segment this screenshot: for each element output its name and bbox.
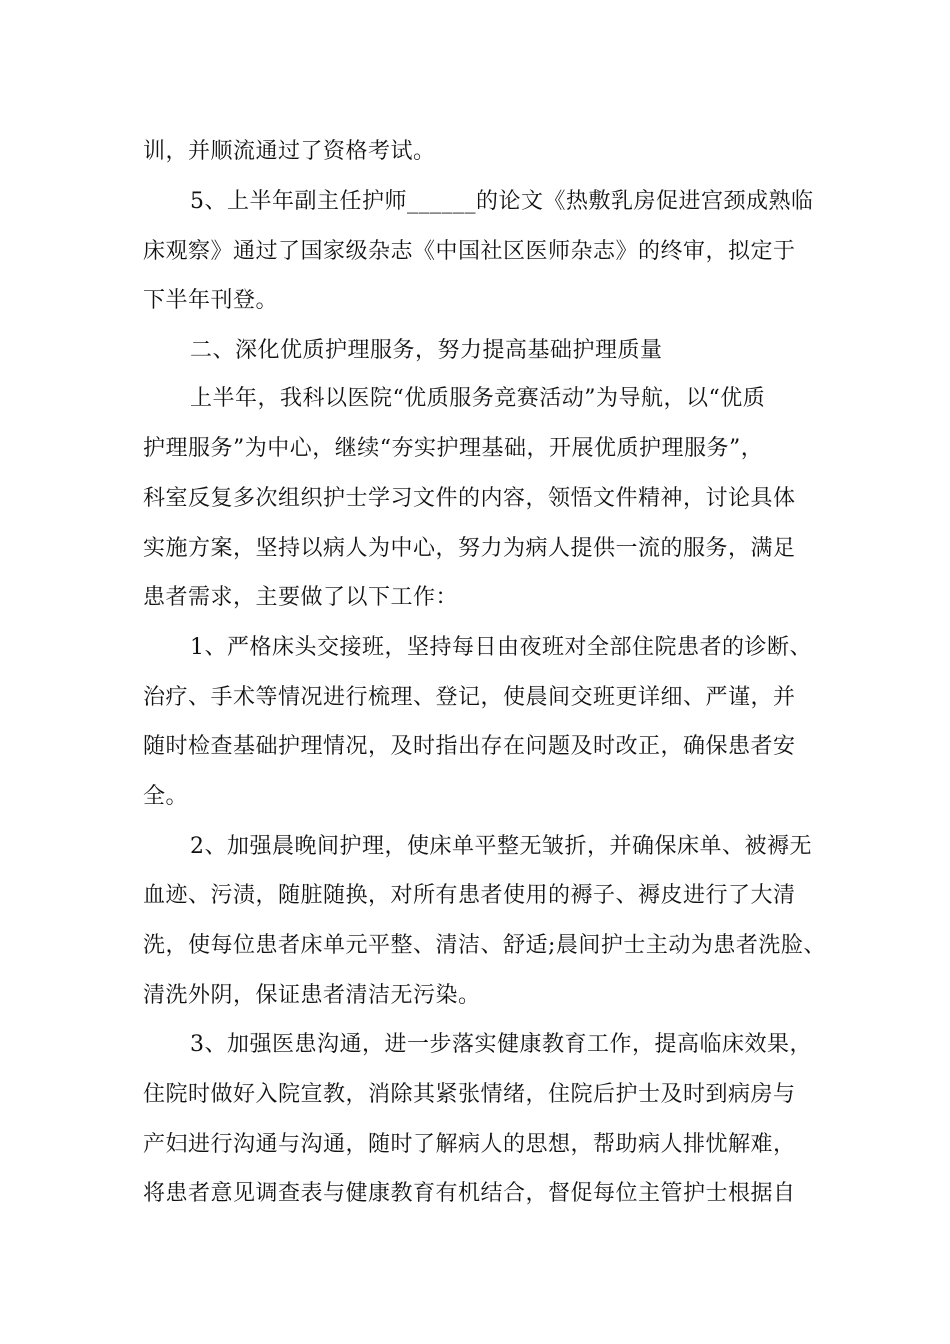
text-line: 科室反复多次组织护士学习文件的内容，领悟文件精神，讨论具体 (143, 486, 796, 511)
text-line: 1、严格床头交接班，坚持每日由夜班对全部住院患者的诊断、 (190, 635, 812, 660)
text-line: 下半年刊登。 (143, 288, 279, 313)
text-line: 3、加强医患沟通，进一步落实健康教育工作，提高临床效果， (190, 1032, 812, 1057)
text-line: 住院时做好入院宣教，消除其紧张情绪，住院后护士及时到病房与 (143, 1082, 796, 1107)
text-line: 产妇进行沟通与沟通，随时了解病人的思想，帮助病人排忧解难， (143, 1132, 796, 1157)
text-line: 血迹、污渍，随脏随换，对所有患者使用的褥子、褥皮进行了大清 (143, 883, 796, 908)
text-line: 训，并顺流通过了资格考试。 (143, 139, 436, 164)
text-line: 护理服务”为中心，继续“夯实护理基础，开展优质护理服务”， (143, 436, 764, 461)
text-line: 洗，使每位患者床单元平整、清洁、舒适;晨间护士主动为患者洗脸、 (143, 933, 826, 958)
text-line: 上半年，我科以医院“优质服务竞赛活动”为导航，以“优质 (190, 386, 766, 411)
text-line: 实施方案，坚持以病人为中心，努力为病人提供一流的服务，满足 (143, 536, 796, 561)
text-line: 2、加强晨晚间护理，使床单平整无皱折，并确保床单、被褥无 (190, 834, 812, 859)
text-line: 全。 (143, 784, 189, 809)
section-heading: 二、深化优质护理服务，努力提高基础护理质量 (190, 338, 663, 363)
text-line: 将患者意见调查表与健康教育有机结合，督促每位主管护士根据自 (143, 1181, 796, 1206)
text-line: 患者需求，主要做了以下工作： (143, 585, 459, 610)
text-line: 床观察》通过了国家级杂志《中国社区医师杂志》的终审，拟定于 (143, 239, 796, 264)
text-line: 清洗外阴，保证患者清洁无污染。 (143, 983, 481, 1008)
text-line: 5、上半年副主任护师______的论文《热敷乳房促进宫颈成熟临 (190, 189, 814, 214)
text-line: 治疗、手术等情况进行梳理、登记，使晨间交班更详细、严谨，并 (143, 685, 796, 710)
text-line: 随时检查基础护理情况，及时指出存在问题及时改正，确保患者安 (143, 734, 796, 759)
